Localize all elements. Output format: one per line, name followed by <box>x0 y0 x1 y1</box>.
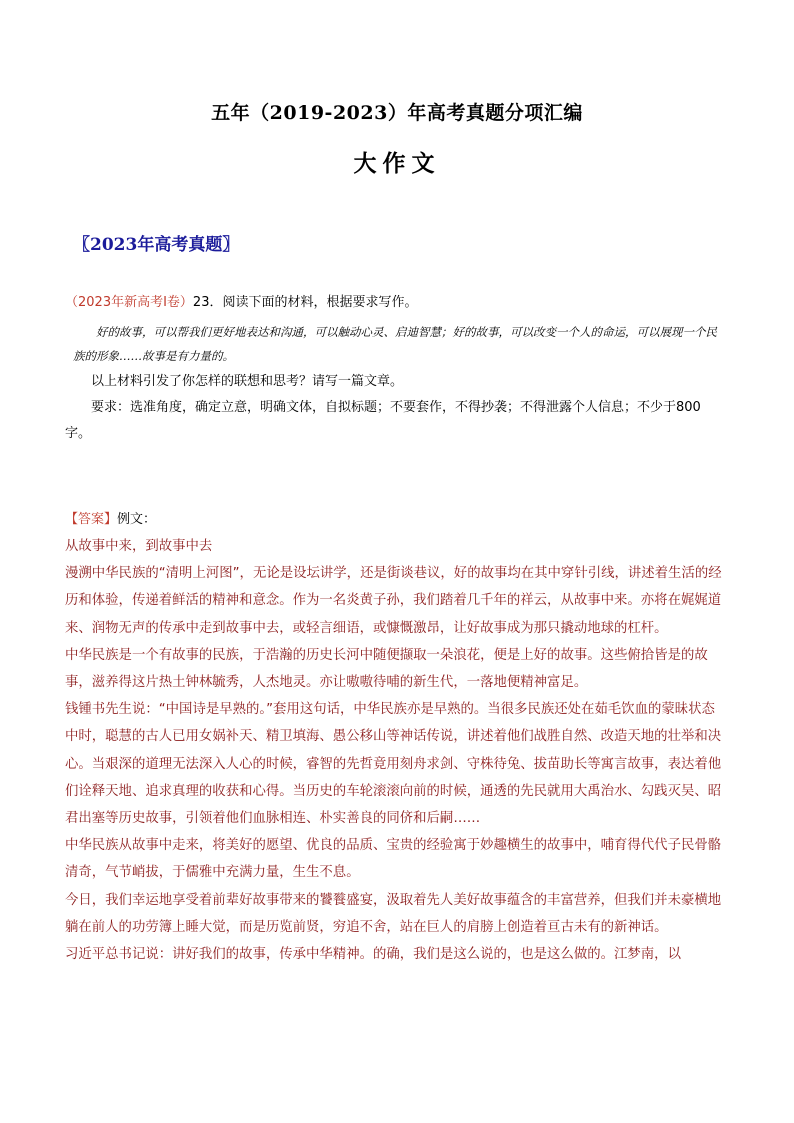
question-number-prompt: 23．阅读下面的材料，根据要求写作。 <box>192 295 418 310</box>
essay-paragraph: 习近平总书记说：讲好我们的故事，传承中华精神。的确，我们是这么说的，也是这么做的。江梦南，以 <box>65 947 681 963</box>
question-prompt: 以上材料引发了你怎样的联想和思考？请写一篇文章。 <box>91 374 404 389</box>
document-subtitle: 大作文 <box>353 150 441 177</box>
answer-header <box>65 508 725 527</box>
document-title: 五年（2019-2023）年高考真题分项汇编 <box>211 102 583 124</box>
material-text: 好的故事，可以帮我们更好地表达和沟通，可以触动心灵、启迪智慧；好的故事，可以改变一个人的命运，可以展现一个民族的形象……故事是有力量的。 <box>73 325 717 363</box>
essay <box>65 533 725 968</box>
answer-label: 【答案】 <box>65 512 118 527</box>
essay-paragraph: 中华民族从故事中走来，将美好的愿望、优良的品质、宝贵的经验寓于妙趣横生的故事中，哺育得代代子民骨骼清奇，气节峭拔，于儒雅中充满力量，生生不息。 <box>65 838 722 881</box>
essay-paragraph: 漫溯中华民族的“清明上河图”，无论是设坛讲学，还是街谈巷议，好的故事均在其中穿针引线，讲述着生活的经历和体验，传递着鲜活的精神和意念。作为一名炎黄子孙，我们踏着几千年的祥云，从故事中来。亦将在娓娓道来、润物无声的传承中走到故事中去，或轻言细语，或慷慨激昂，让好故事成为那只撬动地球的杠杆。 <box>65 566 722 636</box>
question-header <box>65 293 725 313</box>
question-material <box>73 320 725 368</box>
essay-paragraph: 中华民族是一个有故事的民族，于浩瀚的历史长河中随便撷取一朵浪花，便是上好的故事。这些俯拾皆是的故事，滋养得这片热土钟林毓秀，人杰地灵。亦让嗷嗷待哺的新生代，一落地便精神富足。 <box>65 647 708 691</box>
essay-title: 从故事中来，到故事中去 <box>65 539 213 554</box>
essay-paragraph: 今日，我们幸运地享受着前辈好故事带来的饕餮盛宴，汲取着先人美好故事蕴含的丰富营养，但我们并未豪横地躺在前人的功劳簿上睡大觉，而是历览前贤，穷追不舍，站在巨人的肩膀上创造着亘古未有的新神话。 <box>65 892 722 935</box>
question-requirements: 要求：选准角度，确定立意，明确文体，自拟标题；不要套作，不得抄袭；不得泄露个人信息；不少于800字。 <box>65 400 701 441</box>
section-heading: 〖2023年高考真题〗 <box>73 235 240 255</box>
essay-paragraph: 钱锺书先生说：“中国诗是早熟的。”套用这句话，中华民族亦是早熟的。当很多民族还处在茹毛饮血的蒙昧状态中时，聪慧的古人已用女娲补天、精卫填海、愚公移山等神话传说，讲述着他们战胜自然、改造天地的壮举和决心。当艰深的道理无法深入人心的时候，睿智的先哲竟用刻舟求剑、守株待兔、拔苗助长等寓言故事，表达着他们诠释天地、追求真理的收获和心得。当历史的车轮滚滚向前的时候，通透的先民就用大禹治水、勾践灭吴、昭君出塞等历史故事，引领着他们血脉相连、朴实善良的同侪和后嗣…… <box>65 702 722 827</box>
question-instructions <box>65 369 725 447</box>
question-source: （2023年新高考Ⅰ卷） <box>65 295 193 310</box>
answer-label-suffix: 例文： <box>117 512 157 527</box>
